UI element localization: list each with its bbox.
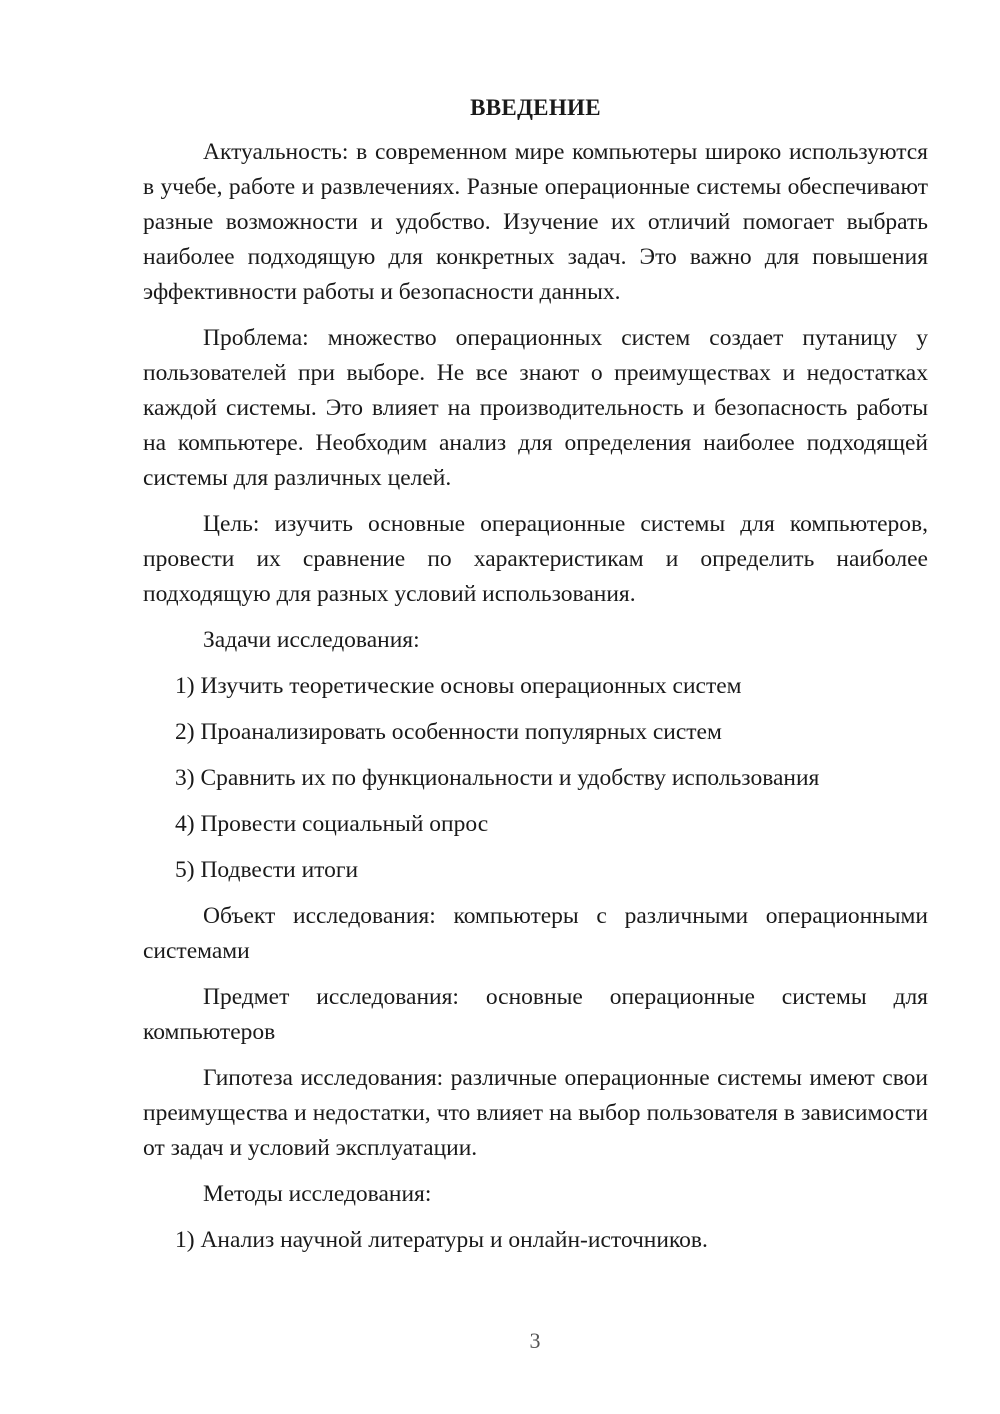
page-number: 3: [529, 1328, 541, 1353]
goal-paragraph: Цель: изучить основные операционные системы для компьютеров, провести их сравнение по характеристикам и определить наиболее подходящую для разных условий использования.: [143, 511, 928, 607]
relevance-paragraph: Актуальность: в современном мире компьютеры широко используются в учебе, работе и развлечениях. Разные операционные системы обеспечивают разные возможности и удобство. Изучение их отличий помогает выбрать наиболее подходящую для конкретных задач. Это важно для повышения эффективности работы и безопасности данных.: [143, 139, 928, 305]
hypothesis-paragraph: Гипотеза исследования: различные операционные системы имеют свои преимущества и недостатки, что влияет на выбор пользователя в зависимости от задач и условий эксплуатации.: [143, 1065, 928, 1161]
methods-list: [143, 1223, 928, 1258]
list-item: 5) Подвести итоги: [175, 857, 359, 883]
list-item: 4) Провести социальный опрос: [175, 811, 489, 837]
subject-paragraph: Предмет исследования: основные операционные системы для компьютеров: [143, 984, 928, 1045]
list-item: 1) Анализ научной литературы и онлайн-источников.: [175, 1227, 708, 1253]
tasks-title: Задачи исследования:: [203, 627, 420, 653]
list-item: 3) Сравнить их по функциональности и удобству использования: [175, 765, 820, 791]
tasks-list: [143, 669, 928, 888]
problem-paragraph: Проблема: множество операционных систем создает путаницу у пользователей при выборе. Не все знают о преимуществах и недостатках каждой системы. Это влияет на производительность и безопасность работы на компьютере. Необходим анализ для определения наиболее подходящей системы для различных целей.: [143, 325, 928, 491]
document-page: [143, 90, 928, 1269]
page-title: ВВЕДЕНИЕ: [470, 95, 601, 120]
methods-title: Методы исследования:: [203, 1181, 432, 1207]
list-item: 2) Проанализировать особенности популярных систем: [175, 719, 722, 745]
list-item: 1) Изучить теоретические основы операционных систем: [175, 673, 742, 699]
object-paragraph: Объект исследования: компьютеры с различными операционными системами: [143, 903, 928, 964]
